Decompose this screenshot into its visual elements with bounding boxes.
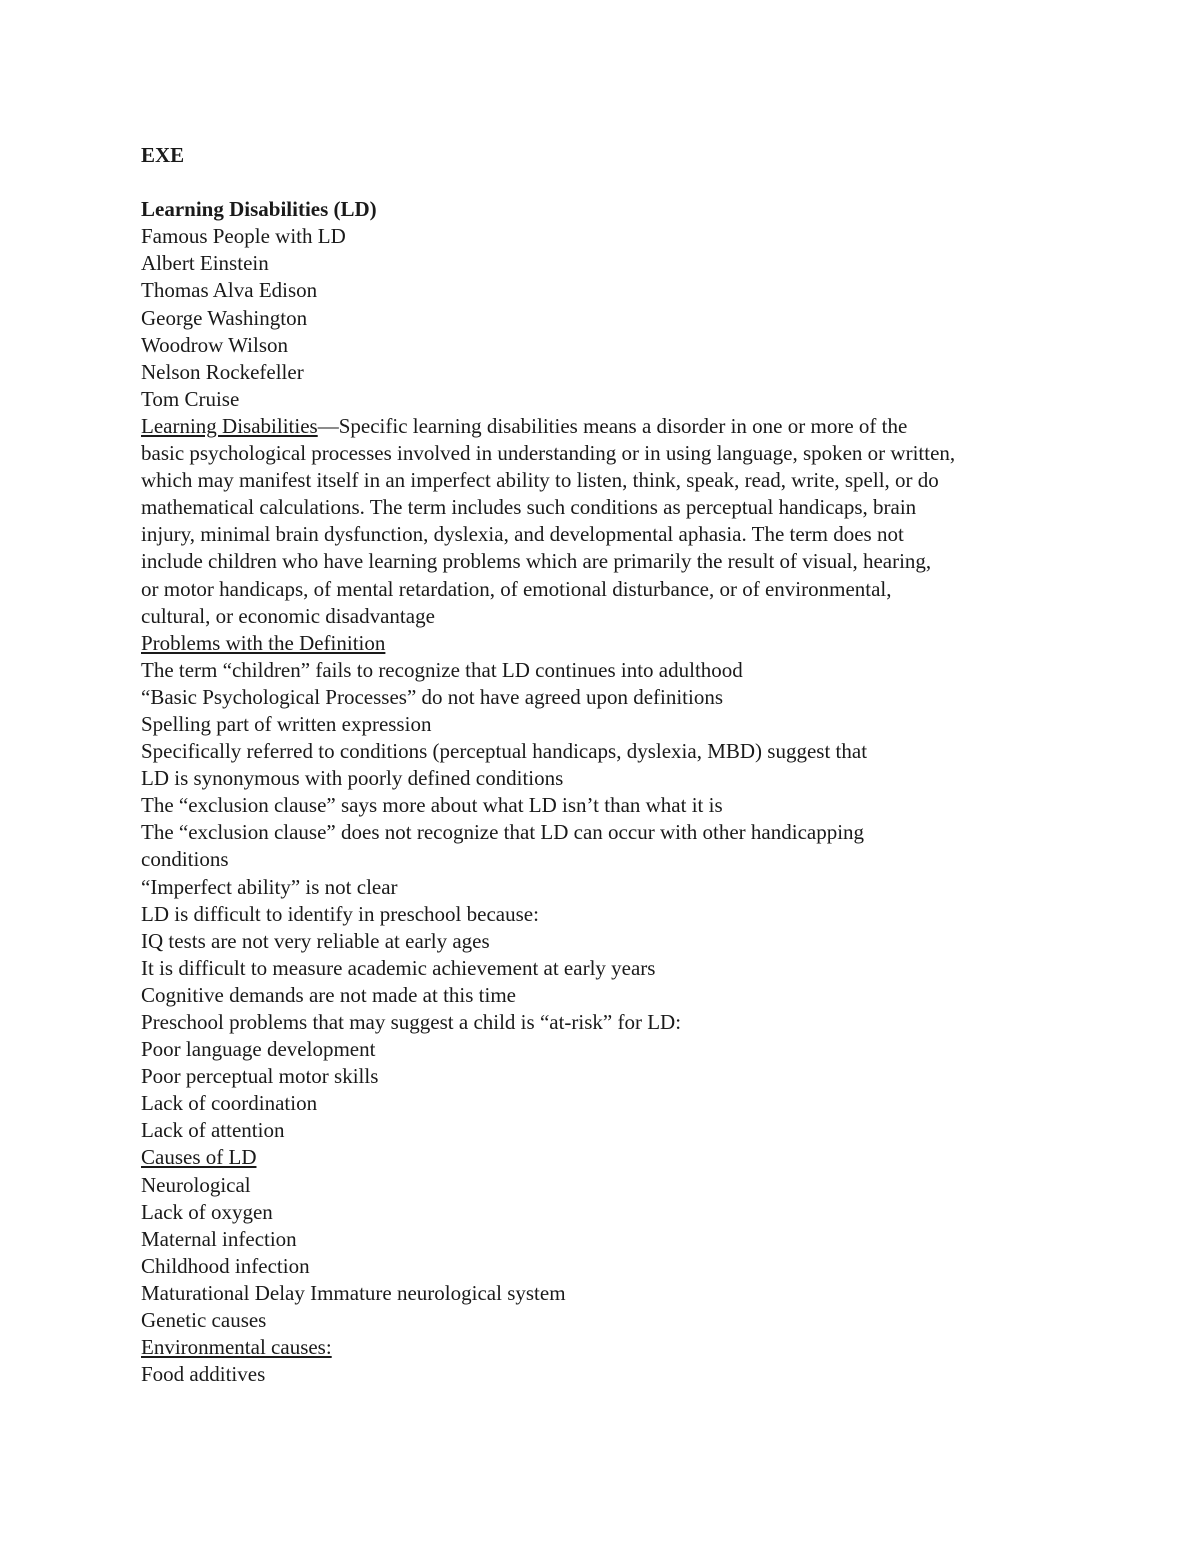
list-item: LD is difficult to identify in preschool because: bbox=[141, 901, 539, 926]
list-item: The “exclusion clause” does not recognize that LD can occur with other handicapping bbox=[141, 820, 865, 845]
list-item: Lack of attention bbox=[141, 1118, 285, 1143]
definition-text: basic psychological processes involved in understanding or in using language, spoken or written, bbox=[141, 441, 956, 466]
definition-text: which may manifest itself in an imperfect ability to listen, think, speak, read, write, spell, or do bbox=[141, 468, 939, 493]
list-item: “Imperfect ability” is not clear bbox=[141, 874, 398, 899]
causes-list bbox=[141, 1172, 1071, 1335]
section-heading: Learning Disabilities (LD) bbox=[141, 197, 377, 222]
list-item: Maturational Delay Immature neurological system bbox=[141, 1280, 566, 1305]
list-item: Preschool problems that may suggest a child is “at-risk” for LD: bbox=[141, 1010, 682, 1034]
list-item: Poor perceptual motor skills bbox=[141, 1064, 379, 1089]
famous-people-list bbox=[141, 250, 1071, 413]
list-item: IQ tests are not very reliable at early ages bbox=[141, 928, 490, 953]
definition-text: mathematical calculations. The term includes such conditions as perceptual handicaps, brain bbox=[141, 495, 917, 520]
list-item: LD is synonymous with poorly defined conditions bbox=[141, 766, 564, 791]
definition-text: —Specific learning disabilities means a disorder in one or more of the bbox=[317, 413, 908, 438]
list-item: Thomas Alva Edison bbox=[141, 278, 318, 303]
definition-text: cultural, or economic disadvantage bbox=[141, 603, 435, 628]
blank-line bbox=[141, 169, 1071, 196]
list-item: Food additives bbox=[141, 1362, 266, 1387]
environmental-causes-heading: Environmental causes: bbox=[141, 1335, 332, 1360]
list-item: Spelling part of written expression bbox=[141, 711, 432, 736]
list-item: Maternal infection bbox=[141, 1226, 297, 1251]
list-item: Tom Cruise bbox=[141, 386, 240, 411]
list-item: Cognitive demands are not made at this time bbox=[141, 982, 516, 1007]
list-item: “Basic Psychological Processes” do not have agreed upon definitions bbox=[141, 684, 724, 709]
list-item: Specifically referred to conditions (perceptual handicaps, dyslexia, MBD) suggest that bbox=[141, 739, 868, 764]
list-item: Poor language development bbox=[141, 1037, 376, 1062]
definition-text: injury, minimal brain dysfunction, dyslexia, and developmental aphasia. The term does not bbox=[141, 522, 904, 547]
list-item: Woodrow Wilson bbox=[141, 332, 288, 357]
problems-heading: Problems with the Definition bbox=[141, 630, 386, 655]
list-item: Childhood infection bbox=[141, 1253, 310, 1278]
definition-text: or motor handicaps, of mental retardation, of emotional disturbance, or of environmental, bbox=[141, 576, 892, 601]
environmental-causes-list bbox=[141, 1361, 1071, 1388]
list-item: Nelson Rockefeller bbox=[141, 359, 304, 384]
list-item: Albert Einstein bbox=[141, 251, 269, 276]
causes-heading: Causes of LD bbox=[141, 1145, 257, 1170]
list-item: Genetic causes bbox=[141, 1308, 267, 1333]
list-item: Lack of oxygen bbox=[141, 1199, 273, 1224]
list-item: Neurological bbox=[141, 1172, 251, 1197]
famous-people-label: Famous People with LD bbox=[141, 224, 346, 249]
definition-term: Learning Disabilities bbox=[141, 413, 318, 438]
list-item: conditions bbox=[141, 847, 229, 872]
list-item: The term “children” fails to recognize that LD continues into adulthood bbox=[141, 657, 743, 682]
list-item: The “exclusion clause” says more about what LD isn’t than what it is bbox=[141, 793, 723, 818]
document-title: EXE bbox=[141, 143, 185, 167]
list-item: Lack of coordination bbox=[141, 1091, 318, 1116]
list-item: George Washington bbox=[141, 305, 308, 330]
problems-list bbox=[141, 657, 1071, 1145]
list-item: It is difficult to measure academic achievement at early years bbox=[141, 955, 656, 980]
document-body bbox=[141, 142, 1071, 1388]
definition-text: include children who have learning problems which are primarily the result of visual, hearing, bbox=[141, 549, 932, 574]
definition-paragraph bbox=[141, 413, 1071, 630]
